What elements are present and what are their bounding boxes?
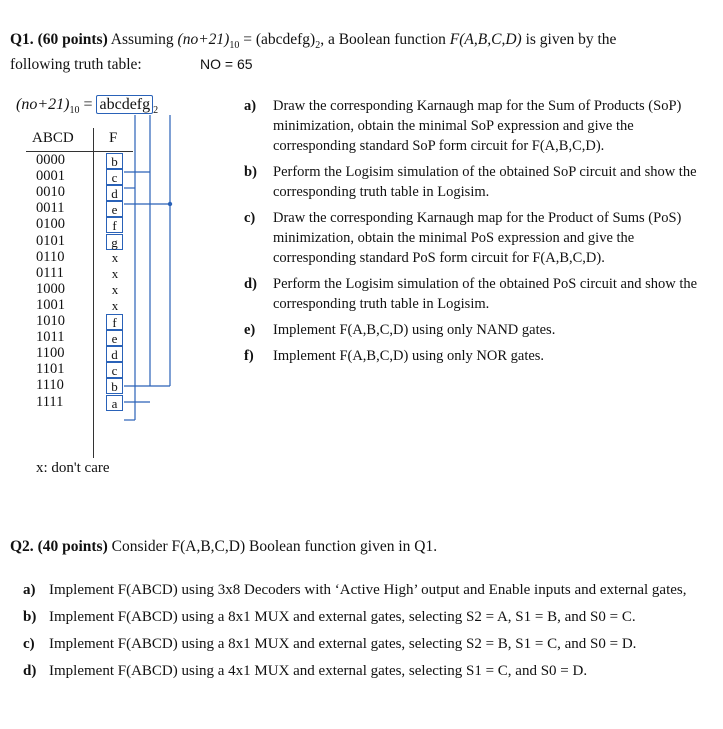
table-row-f-cell: a [106,395,123,411]
table-row-abcd: 1010 [36,313,65,329]
q1-intro-1: Assuming [110,31,174,48]
table-row-abcd: 1011 [36,329,65,346]
q2-label: Q2. [10,538,34,555]
col-abcd-header: ABCD [32,130,74,146]
q2-item-text: Implement F(ABCD) using a 8x1 MUX and external gates, selecting S2 = B, S1 = C, and S0 = D. [49,636,637,652]
q2-item [23,605,713,629]
table-row-dont-care: x [111,281,119,297]
q1-intro-3: is given by the [525,31,617,48]
q1-item-label: e) [244,322,256,338]
q1-item-label: c) [244,210,256,226]
table-row-f-cell: d [106,346,123,362]
table-row-abcd: 1111 [36,393,64,410]
q2-item [23,659,713,683]
q1-item [244,274,704,314]
table-row-f-cell: b [106,153,123,169]
q1-item-text: Implement F(A,B,C,D) using only NAND gates. [273,322,556,338]
q2-item [23,578,713,602]
col-f-header: F [109,130,118,146]
q1-item [244,162,704,202]
table-row-dont-care: x [111,297,119,313]
connector-dot [168,202,172,206]
q1-item [244,346,704,366]
q1-item [244,96,704,156]
q2-item-label: c) [23,636,35,652]
table-row-f-cell: b [106,378,123,394]
eq-rhs-box: abcdefg [96,95,153,114]
table-row-abcd: 0111 [36,264,64,281]
table-row-abcd: 0101 [36,232,65,249]
q2-points: (40 points) [37,538,108,555]
table-row-abcd: 1101 [36,361,65,378]
table-row-f-cell: c [106,362,123,378]
table-row-f-cell: e [106,201,123,217]
no-label: NO = 65 [200,56,253,72]
table-row-abcd: 0110 [36,248,65,265]
q2-item-label: d) [23,663,37,679]
q1-items [244,96,704,372]
q2-item-label: a) [23,582,36,598]
table-row-abcd: 0011 [36,200,65,217]
q1-expr-lhs: (no+21) [177,31,230,48]
q1-base2: 2 [315,40,321,51]
table-row-dont-care: x [111,249,119,265]
table-row-abcd: 1001 [36,296,65,313]
q1-expr-rhs: (abcdefg) [255,31,316,48]
table-equation: $(no+21)_{10}$ = abcdefg $_2$ [16,96,159,116]
q1-item-label: d) [244,276,257,292]
eq-sub2: 2 [153,105,159,116]
q2-item-text: Implement F(ABCD) using a 8x1 MUX and external gates, selecting S2 = A, S1 = B, and S0 = C. [49,609,636,625]
table-row-f-cell: d [106,185,123,201]
q1-line2: following truth table: [10,56,142,73]
q2-item-text: Implement F(ABCD) using a 4x1 MUX and external gates, selecting S1 = C, and S0 = D. [49,663,588,679]
table-row-f-cell: f [106,314,123,330]
dont-care-note: x: don't care [36,460,110,476]
q1-base10: 10 [229,40,240,51]
q1-item-label: a) [244,98,257,114]
q1-item-text: Draw the corresponding Karnaugh map for the Product of Sums (PoS) minimization, obtain the minimal PoS expression and give the corresponding standard PoS form circuit for F(A,B,C,D). [273,210,682,266]
q1-item [244,208,704,268]
q1-eq: = [243,31,252,48]
q1-item-text: Implement F(A,B,C,D) using only NOR gates. [273,348,545,364]
table-row-abcd: 0001 [36,168,65,185]
table-row-dont-care: x [111,265,119,281]
q1-item-label: b) [244,164,257,180]
q1-item [244,320,704,340]
q1-item-label: f) [244,348,254,364]
q2-intro: Consider F(A,B,C,D) Boolean function given in Q1. [111,538,438,555]
q2-item [23,632,713,656]
q1-points: (60 points) [37,31,108,48]
q2-item-label: b) [23,609,37,625]
q1-item-text: Perform the Logisim simulation of the obtained SoP circuit and show the corresponding truth table in Logisim. [273,164,697,200]
eq-lhs: (no+21) [16,96,70,113]
table-row-f-cell: c [106,169,123,185]
eq-sub: 10 [69,105,80,116]
q2-items [23,578,713,686]
table-row-abcd: 1110 [36,377,64,394]
q1-item-text: Perform the Logisim simulation of the obtained PoS circuit and show the corresponding truth table in Logisim. [273,276,698,312]
q1-label: Q1. [10,31,34,48]
q2-item-text: Implement F(ABCD) using 3x8 Decoders with ‘Active High’ output and Enable inputs and external gates, [49,582,687,598]
table-row-abcd: 0000 [36,152,65,168]
q2-heading [10,538,437,556]
q1-func: F(A,B,C,D) [449,31,522,48]
table-row-abcd: 0010 [36,184,65,201]
q1-item-text: Draw the corresponding Karnaugh map for the Sum of Products (SoP) minimization, obtain the minimal SoP expression and give the corresponding standard SoP form circuit for F(A,B,C,D). [273,98,682,154]
table-row-f-cell: e [106,330,123,346]
table-row-abcd: 1100 [36,345,65,362]
table-row-f-cell: f [106,217,123,233]
table-row-f-cell: g [106,234,123,250]
table-row-abcd: 1000 [36,280,65,297]
q1-intro-2: , a Boolean function [320,31,446,48]
table-row-abcd: 0100 [36,216,65,233]
